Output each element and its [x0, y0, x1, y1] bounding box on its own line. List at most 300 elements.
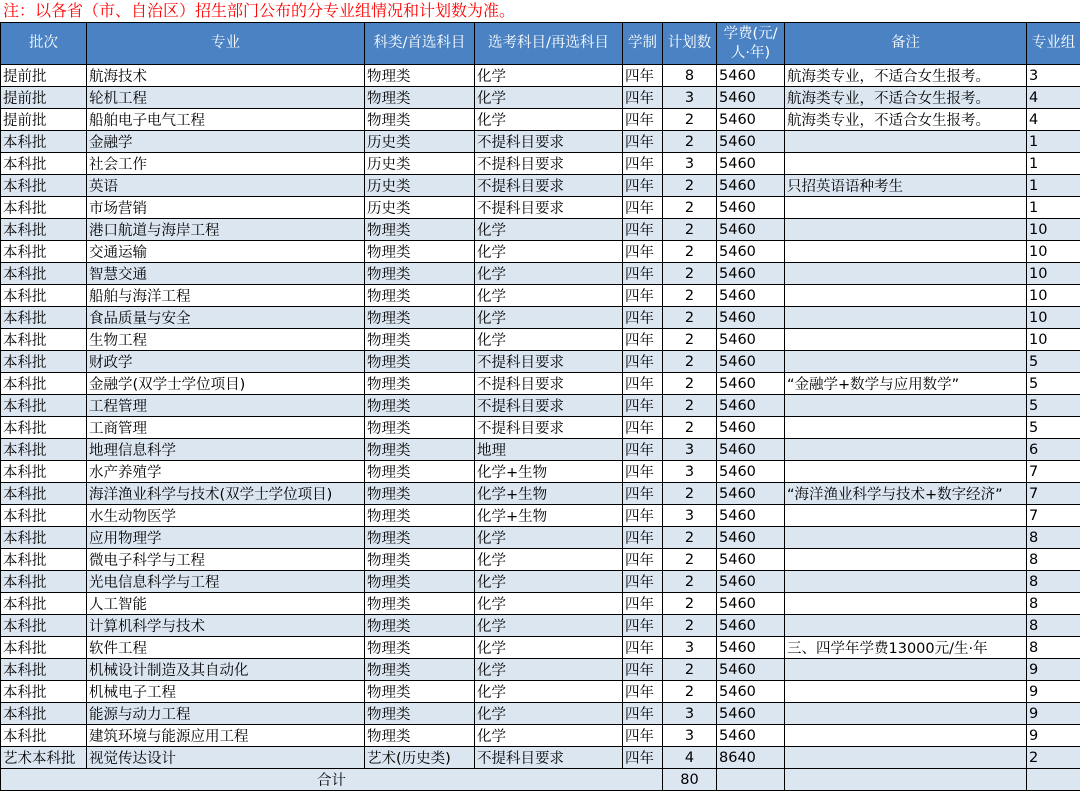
- header-major: 专业: [87, 23, 365, 65]
- table-row: [1, 307, 1080, 329]
- cell-category: 物理类: [365, 439, 475, 461]
- cell-remark: [785, 703, 1027, 725]
- cell-group: 10: [1027, 307, 1080, 329]
- cell-remark: 三、四学年学费13000元/生·年: [785, 637, 1027, 659]
- cell-major: 工程管理: [87, 395, 365, 417]
- table-row: [1, 87, 1080, 109]
- cell-plan: 2: [663, 351, 717, 373]
- cell-batch: 提前批: [1, 87, 87, 109]
- cell-remark: [785, 505, 1027, 527]
- cell-major: 机械设计制造及其自动化: [87, 659, 365, 681]
- cell-tuition: 5460: [717, 505, 785, 527]
- cell-category: 物理类: [365, 307, 475, 329]
- cell-category: 物理类: [365, 571, 475, 593]
- cell-remark: [785, 329, 1027, 351]
- cell-batch: 本科批: [1, 307, 87, 329]
- cell-remark: 只招英语语种考生: [785, 175, 1027, 197]
- cell-subjects: 化学+生物: [475, 461, 623, 483]
- cell-group: 8: [1027, 571, 1080, 593]
- cell-group: 10: [1027, 263, 1080, 285]
- cell-subjects: 化学: [475, 109, 623, 131]
- cell-category: 物理类: [365, 87, 475, 109]
- cell-subjects: 化学: [475, 703, 623, 725]
- cell-tuition: 5460: [717, 637, 785, 659]
- cell-major: 交通运输: [87, 241, 365, 263]
- cell-duration: 四年: [623, 285, 663, 307]
- cell-subjects: 不提科目要求: [475, 351, 623, 373]
- cell-duration: 四年: [623, 219, 663, 241]
- cell-group: 8: [1027, 637, 1080, 659]
- cell-remark: 航海类专业，不适合女生报考。: [785, 87, 1027, 109]
- cell-category: 物理类: [365, 263, 475, 285]
- cell-duration: 四年: [623, 483, 663, 505]
- cell-major: 工商管理: [87, 417, 365, 439]
- cell-group: 4: [1027, 87, 1080, 109]
- table-row: [1, 241, 1080, 263]
- cell-plan: 2: [663, 329, 717, 351]
- table-row: [1, 549, 1080, 571]
- cell-plan: 2: [663, 263, 717, 285]
- cell-duration: 四年: [623, 351, 663, 373]
- cell-remark: [785, 131, 1027, 153]
- cell-duration: 四年: [623, 637, 663, 659]
- table-row: [1, 197, 1080, 219]
- cell-remark: [785, 725, 1027, 747]
- table-body: [1, 65, 1080, 769]
- cell-tuition: 5460: [717, 131, 785, 153]
- cell-tuition: 5460: [717, 197, 785, 219]
- cell-subjects: 化学: [475, 637, 623, 659]
- cell-major: 建筑环境与能源应用工程: [87, 725, 365, 747]
- cell-plan: 2: [663, 417, 717, 439]
- cell-tuition: 5460: [717, 351, 785, 373]
- cell-plan: 2: [663, 527, 717, 549]
- cell-category: 历史类: [365, 153, 475, 175]
- table-row: [1, 505, 1080, 527]
- table-row: [1, 571, 1080, 593]
- cell-remark: [785, 527, 1027, 549]
- table-row: [1, 329, 1080, 351]
- cell-plan: 2: [663, 483, 717, 505]
- cell-major: 水产养殖学: [87, 461, 365, 483]
- cell-group: 9: [1027, 703, 1080, 725]
- cell-group: 9: [1027, 659, 1080, 681]
- cell-category: 物理类: [365, 637, 475, 659]
- cell-category: 物理类: [365, 703, 475, 725]
- cell-major: 社会工作: [87, 153, 365, 175]
- cell-plan: 3: [663, 461, 717, 483]
- table-row: [1, 285, 1080, 307]
- cell-category: 物理类: [365, 329, 475, 351]
- cell-remark: [785, 659, 1027, 681]
- cell-major: 智慧交通: [87, 263, 365, 285]
- table-row: [1, 373, 1080, 395]
- cell-remark: [785, 285, 1027, 307]
- cell-group: 8: [1027, 527, 1080, 549]
- cell-plan: 2: [663, 593, 717, 615]
- cell-subjects: 化学: [475, 241, 623, 263]
- cell-category: 物理类: [365, 505, 475, 527]
- cell-category: 物理类: [365, 373, 475, 395]
- cell-category: 物理类: [365, 461, 475, 483]
- cell-major: 航海技术: [87, 65, 365, 87]
- cell-batch: 本科批: [1, 681, 87, 703]
- cell-duration: 四年: [623, 615, 663, 637]
- cell-remark: [785, 263, 1027, 285]
- cell-plan: 2: [663, 197, 717, 219]
- cell-plan: 2: [663, 615, 717, 637]
- cell-group: 1: [1027, 153, 1080, 175]
- cell-batch: 本科批: [1, 175, 87, 197]
- cell-tuition: 5460: [717, 219, 785, 241]
- cell-category: 物理类: [365, 417, 475, 439]
- cell-category: 物理类: [365, 681, 475, 703]
- total-plan: 80: [663, 769, 717, 791]
- cell-plan: 3: [663, 153, 717, 175]
- cell-batch: 本科批: [1, 263, 87, 285]
- cell-batch: 本科批: [1, 329, 87, 351]
- cell-group: 5: [1027, 373, 1080, 395]
- cell-category: 物理类: [365, 219, 475, 241]
- cell-remark: 航海类专业，不适合女生报考。: [785, 65, 1027, 87]
- header-duration: 学制: [623, 23, 663, 65]
- cell-duration: 四年: [623, 153, 663, 175]
- cell-duration: 四年: [623, 659, 663, 681]
- header-tuition: 学费(元/人·年): [717, 23, 785, 65]
- cell-major: 水生动物医学: [87, 505, 365, 527]
- cell-batch: 本科批: [1, 725, 87, 747]
- cell-duration: 四年: [623, 417, 663, 439]
- cell-duration: 四年: [623, 703, 663, 725]
- cell-tuition: 5460: [717, 549, 785, 571]
- table-row: [1, 351, 1080, 373]
- cell-group: 1: [1027, 197, 1080, 219]
- cell-subjects: 地理: [475, 439, 623, 461]
- total-empty: [717, 769, 785, 791]
- cell-subjects: 化学+生物: [475, 505, 623, 527]
- cell-subjects: 不提科目要求: [475, 395, 623, 417]
- cell-batch: 本科批: [1, 351, 87, 373]
- cell-major: 船舶电子电气工程: [87, 109, 365, 131]
- table-row: [1, 175, 1080, 197]
- cell-subjects: 化学: [475, 725, 623, 747]
- cell-group: 7: [1027, 461, 1080, 483]
- cell-remark: [785, 461, 1027, 483]
- cell-tuition: 5460: [717, 373, 785, 395]
- cell-group: 8: [1027, 549, 1080, 571]
- cell-batch: 本科批: [1, 593, 87, 615]
- cell-plan: 8: [663, 65, 717, 87]
- cell-group: 7: [1027, 505, 1080, 527]
- cell-subjects: 化学: [475, 65, 623, 87]
- cell-duration: 四年: [623, 747, 663, 769]
- cell-major: 地理信息科学: [87, 439, 365, 461]
- cell-tuition: 5460: [717, 109, 785, 131]
- header-category: 科类/首选科目: [365, 23, 475, 65]
- cell-tuition: 5460: [717, 681, 785, 703]
- cell-tuition: 5460: [717, 153, 785, 175]
- cell-batch: 本科批: [1, 373, 87, 395]
- cell-tuition: 5460: [717, 615, 785, 637]
- cell-subjects: 化学+生物: [475, 483, 623, 505]
- cell-batch: 本科批: [1, 395, 87, 417]
- table-row: [1, 153, 1080, 175]
- cell-subjects: 不提科目要求: [475, 175, 623, 197]
- cell-major: 市场营销: [87, 197, 365, 219]
- cell-batch: 本科批: [1, 615, 87, 637]
- cell-tuition: 5460: [717, 65, 785, 87]
- cell-category: 物理类: [365, 527, 475, 549]
- cell-plan: 2: [663, 285, 717, 307]
- table-row: [1, 65, 1080, 87]
- table-row: [1, 483, 1080, 505]
- cell-major: 财政学: [87, 351, 365, 373]
- cell-duration: 四年: [623, 241, 663, 263]
- cell-batch: 本科批: [1, 153, 87, 175]
- cell-remark: [785, 153, 1027, 175]
- cell-subjects: 化学: [475, 571, 623, 593]
- enrollment-plan-table: [0, 22, 1080, 791]
- cell-group: 4: [1027, 109, 1080, 131]
- cell-plan: 3: [663, 725, 717, 747]
- cell-major: 船舶与海洋工程: [87, 285, 365, 307]
- cell-remark: [785, 615, 1027, 637]
- cell-tuition: 5460: [717, 483, 785, 505]
- table-row: [1, 615, 1080, 637]
- table-row: [1, 659, 1080, 681]
- cell-duration: 四年: [623, 307, 663, 329]
- cell-duration: 四年: [623, 87, 663, 109]
- cell-major: 金融学(双学士学位项目): [87, 373, 365, 395]
- cell-major: 港口航道与海岸工程: [87, 219, 365, 241]
- table-row: [1, 593, 1080, 615]
- cell-plan: 3: [663, 637, 717, 659]
- cell-batch: 本科批: [1, 241, 87, 263]
- cell-remark: [785, 681, 1027, 703]
- cell-category: 历史类: [365, 131, 475, 153]
- cell-major: 金融学: [87, 131, 365, 153]
- cell-tuition: 5460: [717, 263, 785, 285]
- cell-remark: “海洋渔业科学与技术+数字经济”: [785, 483, 1027, 505]
- cell-tuition: 5460: [717, 307, 785, 329]
- cell-duration: 四年: [623, 175, 663, 197]
- total-label: 合计: [1, 769, 663, 791]
- header-batch: 批次: [1, 23, 87, 65]
- cell-group: 9: [1027, 725, 1080, 747]
- cell-subjects: 不提科目要求: [475, 373, 623, 395]
- cell-major: 海洋渔业科学与技术(双学士学位项目): [87, 483, 365, 505]
- cell-batch: 本科批: [1, 461, 87, 483]
- table-row: [1, 461, 1080, 483]
- cell-duration: 四年: [623, 373, 663, 395]
- cell-subjects: 不提科目要求: [475, 747, 623, 769]
- table-row: [1, 131, 1080, 153]
- table-row: [1, 395, 1080, 417]
- cell-plan: 2: [663, 681, 717, 703]
- cell-duration: 四年: [623, 527, 663, 549]
- cell-batch: 提前批: [1, 109, 87, 131]
- cell-group: 5: [1027, 351, 1080, 373]
- cell-major: 机械电子工程: [87, 681, 365, 703]
- cell-category: 历史类: [365, 175, 475, 197]
- cell-duration: 四年: [623, 439, 663, 461]
- total-empty: [1027, 769, 1080, 791]
- cell-group: 1: [1027, 131, 1080, 153]
- cell-tuition: 5460: [717, 593, 785, 615]
- cell-tuition: 5460: [717, 571, 785, 593]
- cell-duration: 四年: [623, 571, 663, 593]
- table-row: [1, 725, 1080, 747]
- cell-subjects: 化学: [475, 549, 623, 571]
- cell-plan: 3: [663, 87, 717, 109]
- cell-plan: 2: [663, 307, 717, 329]
- cell-subjects: 不提科目要求: [475, 197, 623, 219]
- cell-duration: 四年: [623, 131, 663, 153]
- cell-remark: [785, 395, 1027, 417]
- cell-remark: [785, 241, 1027, 263]
- cell-batch: 本科批: [1, 505, 87, 527]
- cell-batch: 本科批: [1, 703, 87, 725]
- cell-tuition: 5460: [717, 395, 785, 417]
- cell-remark: [785, 197, 1027, 219]
- cell-tuition: 5460: [717, 329, 785, 351]
- cell-subjects: 不提科目要求: [475, 131, 623, 153]
- cell-remark: [785, 351, 1027, 373]
- cell-category: 物理类: [365, 725, 475, 747]
- cell-category: 物理类: [365, 593, 475, 615]
- cell-duration: 四年: [623, 549, 663, 571]
- cell-group: 1: [1027, 175, 1080, 197]
- cell-batch: 本科批: [1, 659, 87, 681]
- cell-major: 食品质量与安全: [87, 307, 365, 329]
- cell-category: 物理类: [365, 241, 475, 263]
- cell-remark: [785, 307, 1027, 329]
- cell-group: 8: [1027, 593, 1080, 615]
- table-row: [1, 263, 1080, 285]
- table-header: [1, 23, 1080, 65]
- cell-group: 9: [1027, 681, 1080, 703]
- cell-tuition: 5460: [717, 241, 785, 263]
- cell-group: 10: [1027, 329, 1080, 351]
- cell-major: 应用物理学: [87, 527, 365, 549]
- cell-category: 物理类: [365, 285, 475, 307]
- header-plan: 计划数: [663, 23, 717, 65]
- cell-major: 人工智能: [87, 593, 365, 615]
- cell-subjects: 不提科目要求: [475, 153, 623, 175]
- cell-batch: 本科批: [1, 197, 87, 219]
- cell-tuition: 5460: [717, 527, 785, 549]
- cell-remark: [785, 439, 1027, 461]
- cell-plan: 2: [663, 571, 717, 593]
- cell-duration: 四年: [623, 197, 663, 219]
- table-row: [1, 747, 1080, 769]
- cell-plan: 3: [663, 439, 717, 461]
- cell-batch: 本科批: [1, 285, 87, 307]
- table-note: 注：以各省（市、自治区）招生部门公布的分专业组情况和计划数为准。: [0, 0, 1080, 22]
- cell-duration: 四年: [623, 109, 663, 131]
- header-remark: 备注: [785, 23, 1027, 65]
- cell-major: 计算机科学与技术: [87, 615, 365, 637]
- cell-subjects: 化学: [475, 219, 623, 241]
- cell-group: 5: [1027, 395, 1080, 417]
- table-row: [1, 637, 1080, 659]
- cell-major: 视觉传达设计: [87, 747, 365, 769]
- cell-plan: 2: [663, 549, 717, 571]
- cell-category: 历史类: [365, 197, 475, 219]
- cell-batch: 本科批: [1, 637, 87, 659]
- header-subjects: 选考科目/再选科目: [475, 23, 623, 65]
- total-empty: [785, 769, 1027, 791]
- table-row: [1, 703, 1080, 725]
- cell-remark: [785, 747, 1027, 769]
- cell-remark: 航海类专业，不适合女生报考。: [785, 109, 1027, 131]
- cell-subjects: 化学: [475, 263, 623, 285]
- cell-duration: 四年: [623, 681, 663, 703]
- cell-plan: 2: [663, 109, 717, 131]
- table-footer: [1, 769, 1080, 791]
- cell-category: 物理类: [365, 351, 475, 373]
- cell-subjects: 化学: [475, 329, 623, 351]
- table-row: [1, 439, 1080, 461]
- cell-duration: 四年: [623, 461, 663, 483]
- cell-remark: [785, 549, 1027, 571]
- cell-tuition: 5460: [717, 87, 785, 109]
- cell-batch: 艺术本科批: [1, 747, 87, 769]
- cell-group: 10: [1027, 241, 1080, 263]
- cell-category: 物理类: [365, 483, 475, 505]
- cell-major: 能源与动力工程: [87, 703, 365, 725]
- cell-tuition: 5460: [717, 725, 785, 747]
- cell-remark: [785, 219, 1027, 241]
- cell-subjects: 化学: [475, 681, 623, 703]
- cell-batch: 本科批: [1, 571, 87, 593]
- cell-subjects: 化学: [475, 615, 623, 637]
- cell-remark: [785, 593, 1027, 615]
- cell-duration: 四年: [623, 505, 663, 527]
- cell-group: 10: [1027, 219, 1080, 241]
- cell-tuition: 5460: [717, 417, 785, 439]
- table-row: [1, 219, 1080, 241]
- cell-duration: 四年: [623, 263, 663, 285]
- cell-batch: 本科批: [1, 549, 87, 571]
- cell-category: 艺术(历史类): [365, 747, 475, 769]
- table-row: [1, 109, 1080, 131]
- cell-group: 2: [1027, 747, 1080, 769]
- cell-subjects: 化学: [475, 659, 623, 681]
- cell-batch: 本科批: [1, 219, 87, 241]
- cell-group: 5: [1027, 417, 1080, 439]
- cell-category: 物理类: [365, 659, 475, 681]
- cell-major: 轮机工程: [87, 87, 365, 109]
- cell-batch: 本科批: [1, 131, 87, 153]
- cell-major: 英语: [87, 175, 365, 197]
- cell-subjects: 不提科目要求: [475, 417, 623, 439]
- cell-duration: 四年: [623, 395, 663, 417]
- cell-batch: 本科批: [1, 439, 87, 461]
- table-row: [1, 681, 1080, 703]
- cell-remark: “金融学+数学与应用数学”: [785, 373, 1027, 395]
- cell-group: 10: [1027, 285, 1080, 307]
- cell-plan: 2: [663, 241, 717, 263]
- cell-subjects: 化学: [475, 87, 623, 109]
- cell-batch: 提前批: [1, 65, 87, 87]
- cell-subjects: 化学: [475, 527, 623, 549]
- cell-subjects: 化学: [475, 285, 623, 307]
- cell-major: 光电信息科学与工程: [87, 571, 365, 593]
- cell-duration: 四年: [623, 329, 663, 351]
- cell-group: 6: [1027, 439, 1080, 461]
- cell-subjects: 化学: [475, 593, 623, 615]
